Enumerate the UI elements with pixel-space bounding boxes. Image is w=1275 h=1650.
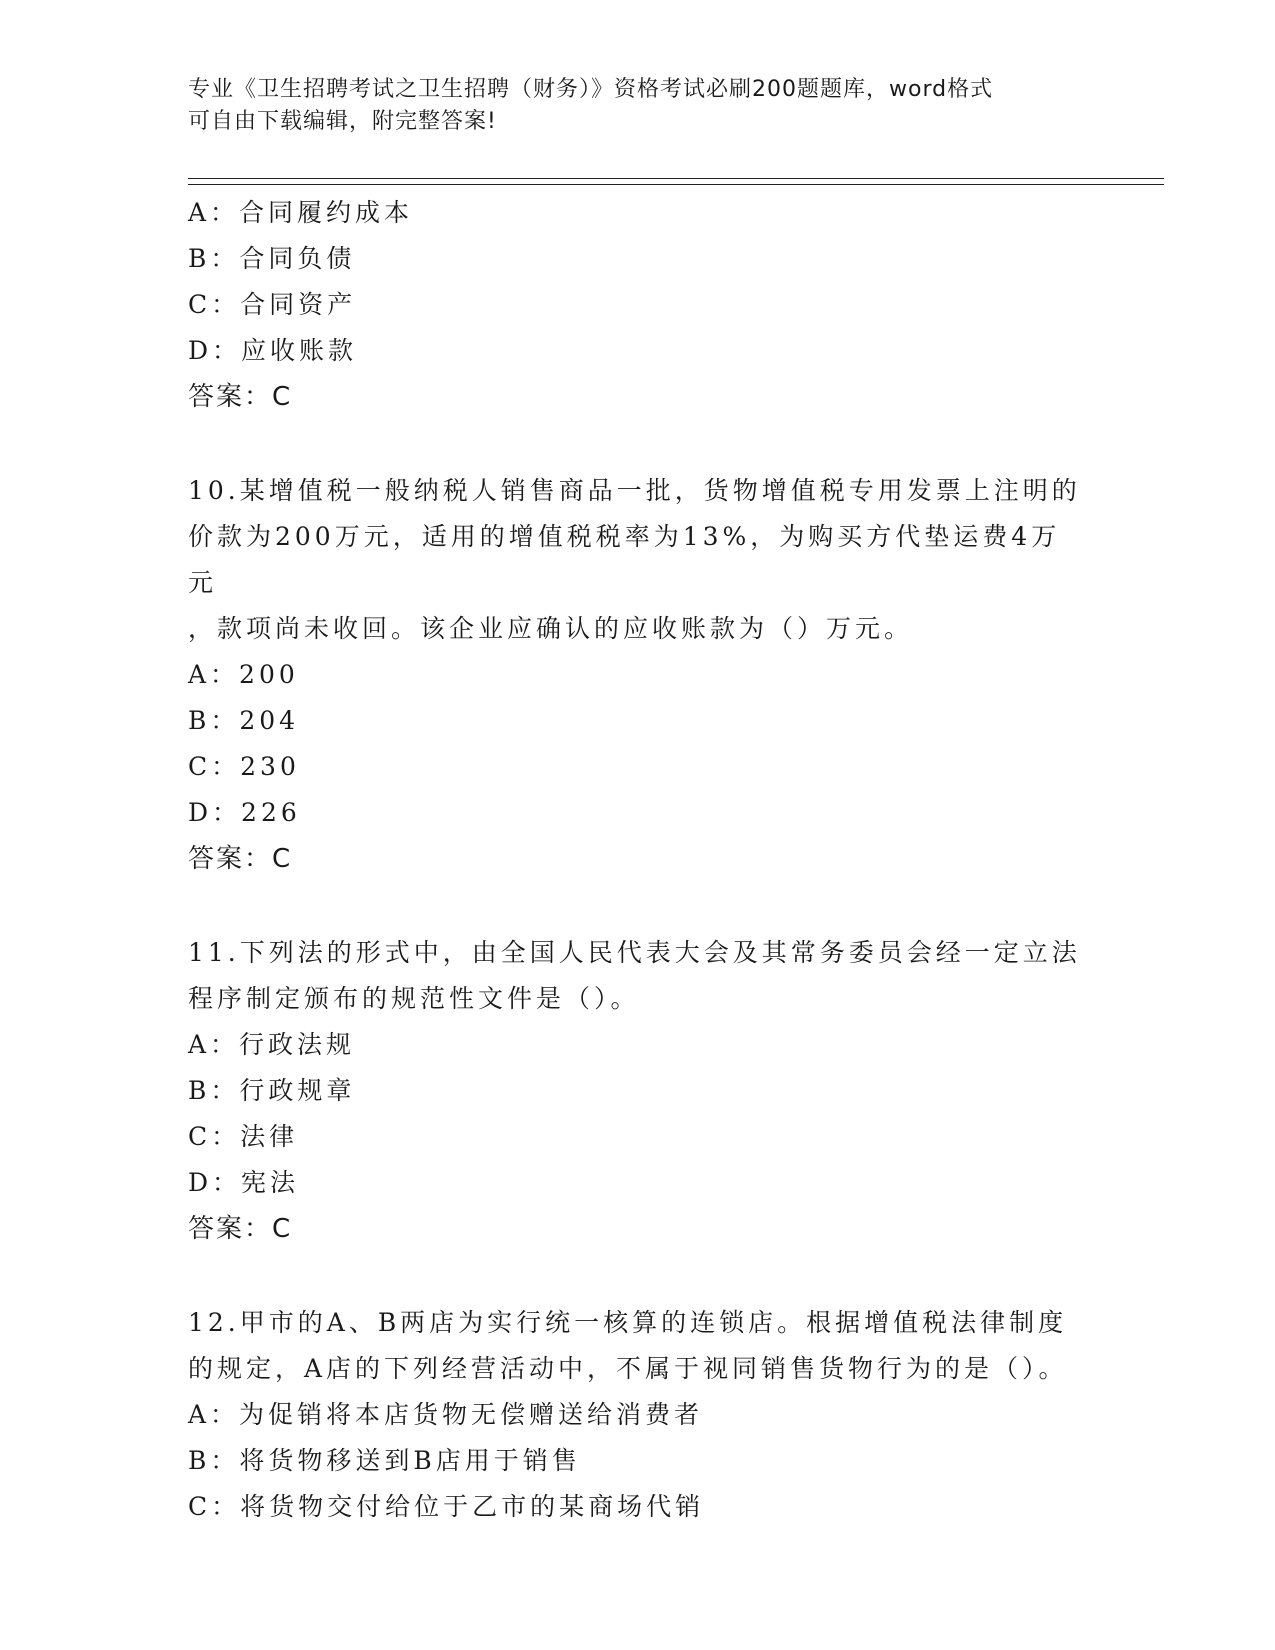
option-c: C：法律 xyxy=(188,1122,299,1151)
question-10 xyxy=(188,468,1088,882)
option-d: D：应收账款 xyxy=(188,336,358,365)
stem-line: ，款项尚未收回。该企业应确认的应收账款为（）万元。 xyxy=(188,614,914,643)
option-a: A：合同履约成本 xyxy=(188,198,414,227)
document-header xyxy=(188,74,1088,138)
option-d: D：226 xyxy=(188,798,301,827)
option-b: B：合同负债 xyxy=(188,244,356,273)
option-a: A：为促销将本店货物无偿赠送给消费者 xyxy=(188,1400,704,1429)
header-divider-top xyxy=(188,178,1164,179)
option-a: A：200 xyxy=(188,660,299,689)
question-stem xyxy=(188,930,1088,1022)
option-c: C：将货物交付给位于乙市的某商场代销 xyxy=(188,1492,705,1521)
question-12 xyxy=(188,1300,1088,1530)
answer-line: 答案：C xyxy=(188,382,293,412)
option-b: B：204 xyxy=(188,706,300,735)
stem-line: 10.某增值税一般纳税人销售商品一批，货物增值税专用发票上注明的 xyxy=(188,476,1081,505)
answer-line: 答案：C xyxy=(188,1214,293,1244)
header-divider-bottom xyxy=(188,184,1164,185)
answer-line: 答案：C xyxy=(188,844,293,874)
stem-line: 11.下列法的形式中，由全国人民代表大会及其常务委员会经一定立法 xyxy=(188,938,1081,967)
stem-line: 12.甲市的A、B两店为实行统一核算的连锁店。根据增值税法律制度 xyxy=(188,1308,1068,1337)
stem-line: 价款为200万元，适用的增值税税率为13%，为购买方代垫运费4万元 xyxy=(188,522,1061,597)
question-content xyxy=(188,190,1088,1530)
option-b: B：将货物移送到B店用于销售 xyxy=(188,1446,581,1475)
option-d: D：宪法 xyxy=(188,1168,300,1197)
question-stem xyxy=(188,1300,1088,1392)
stem-line: 的规定，A店的下列经营活动中，不属于视同销售货物行为的是（）。 xyxy=(188,1354,1068,1383)
option-c: C：合同资产 xyxy=(188,290,357,319)
option-a: A：行政法规 xyxy=(188,1030,356,1059)
header-line-1: 专业《卫生招聘考试之卫生招聘（财务）》资格考试必刷200题题库，word格式 xyxy=(188,77,994,102)
question-stem xyxy=(188,468,1088,652)
header-line-2: 可自由下载编辑，附完整答案! xyxy=(188,109,497,134)
previous-question-options xyxy=(188,190,1088,420)
option-c: C：230 xyxy=(188,752,300,781)
stem-line: 程序制定颁布的规范性文件是（）。 xyxy=(188,984,640,1013)
question-11 xyxy=(188,930,1088,1252)
option-b: B：行政规章 xyxy=(188,1076,356,1105)
